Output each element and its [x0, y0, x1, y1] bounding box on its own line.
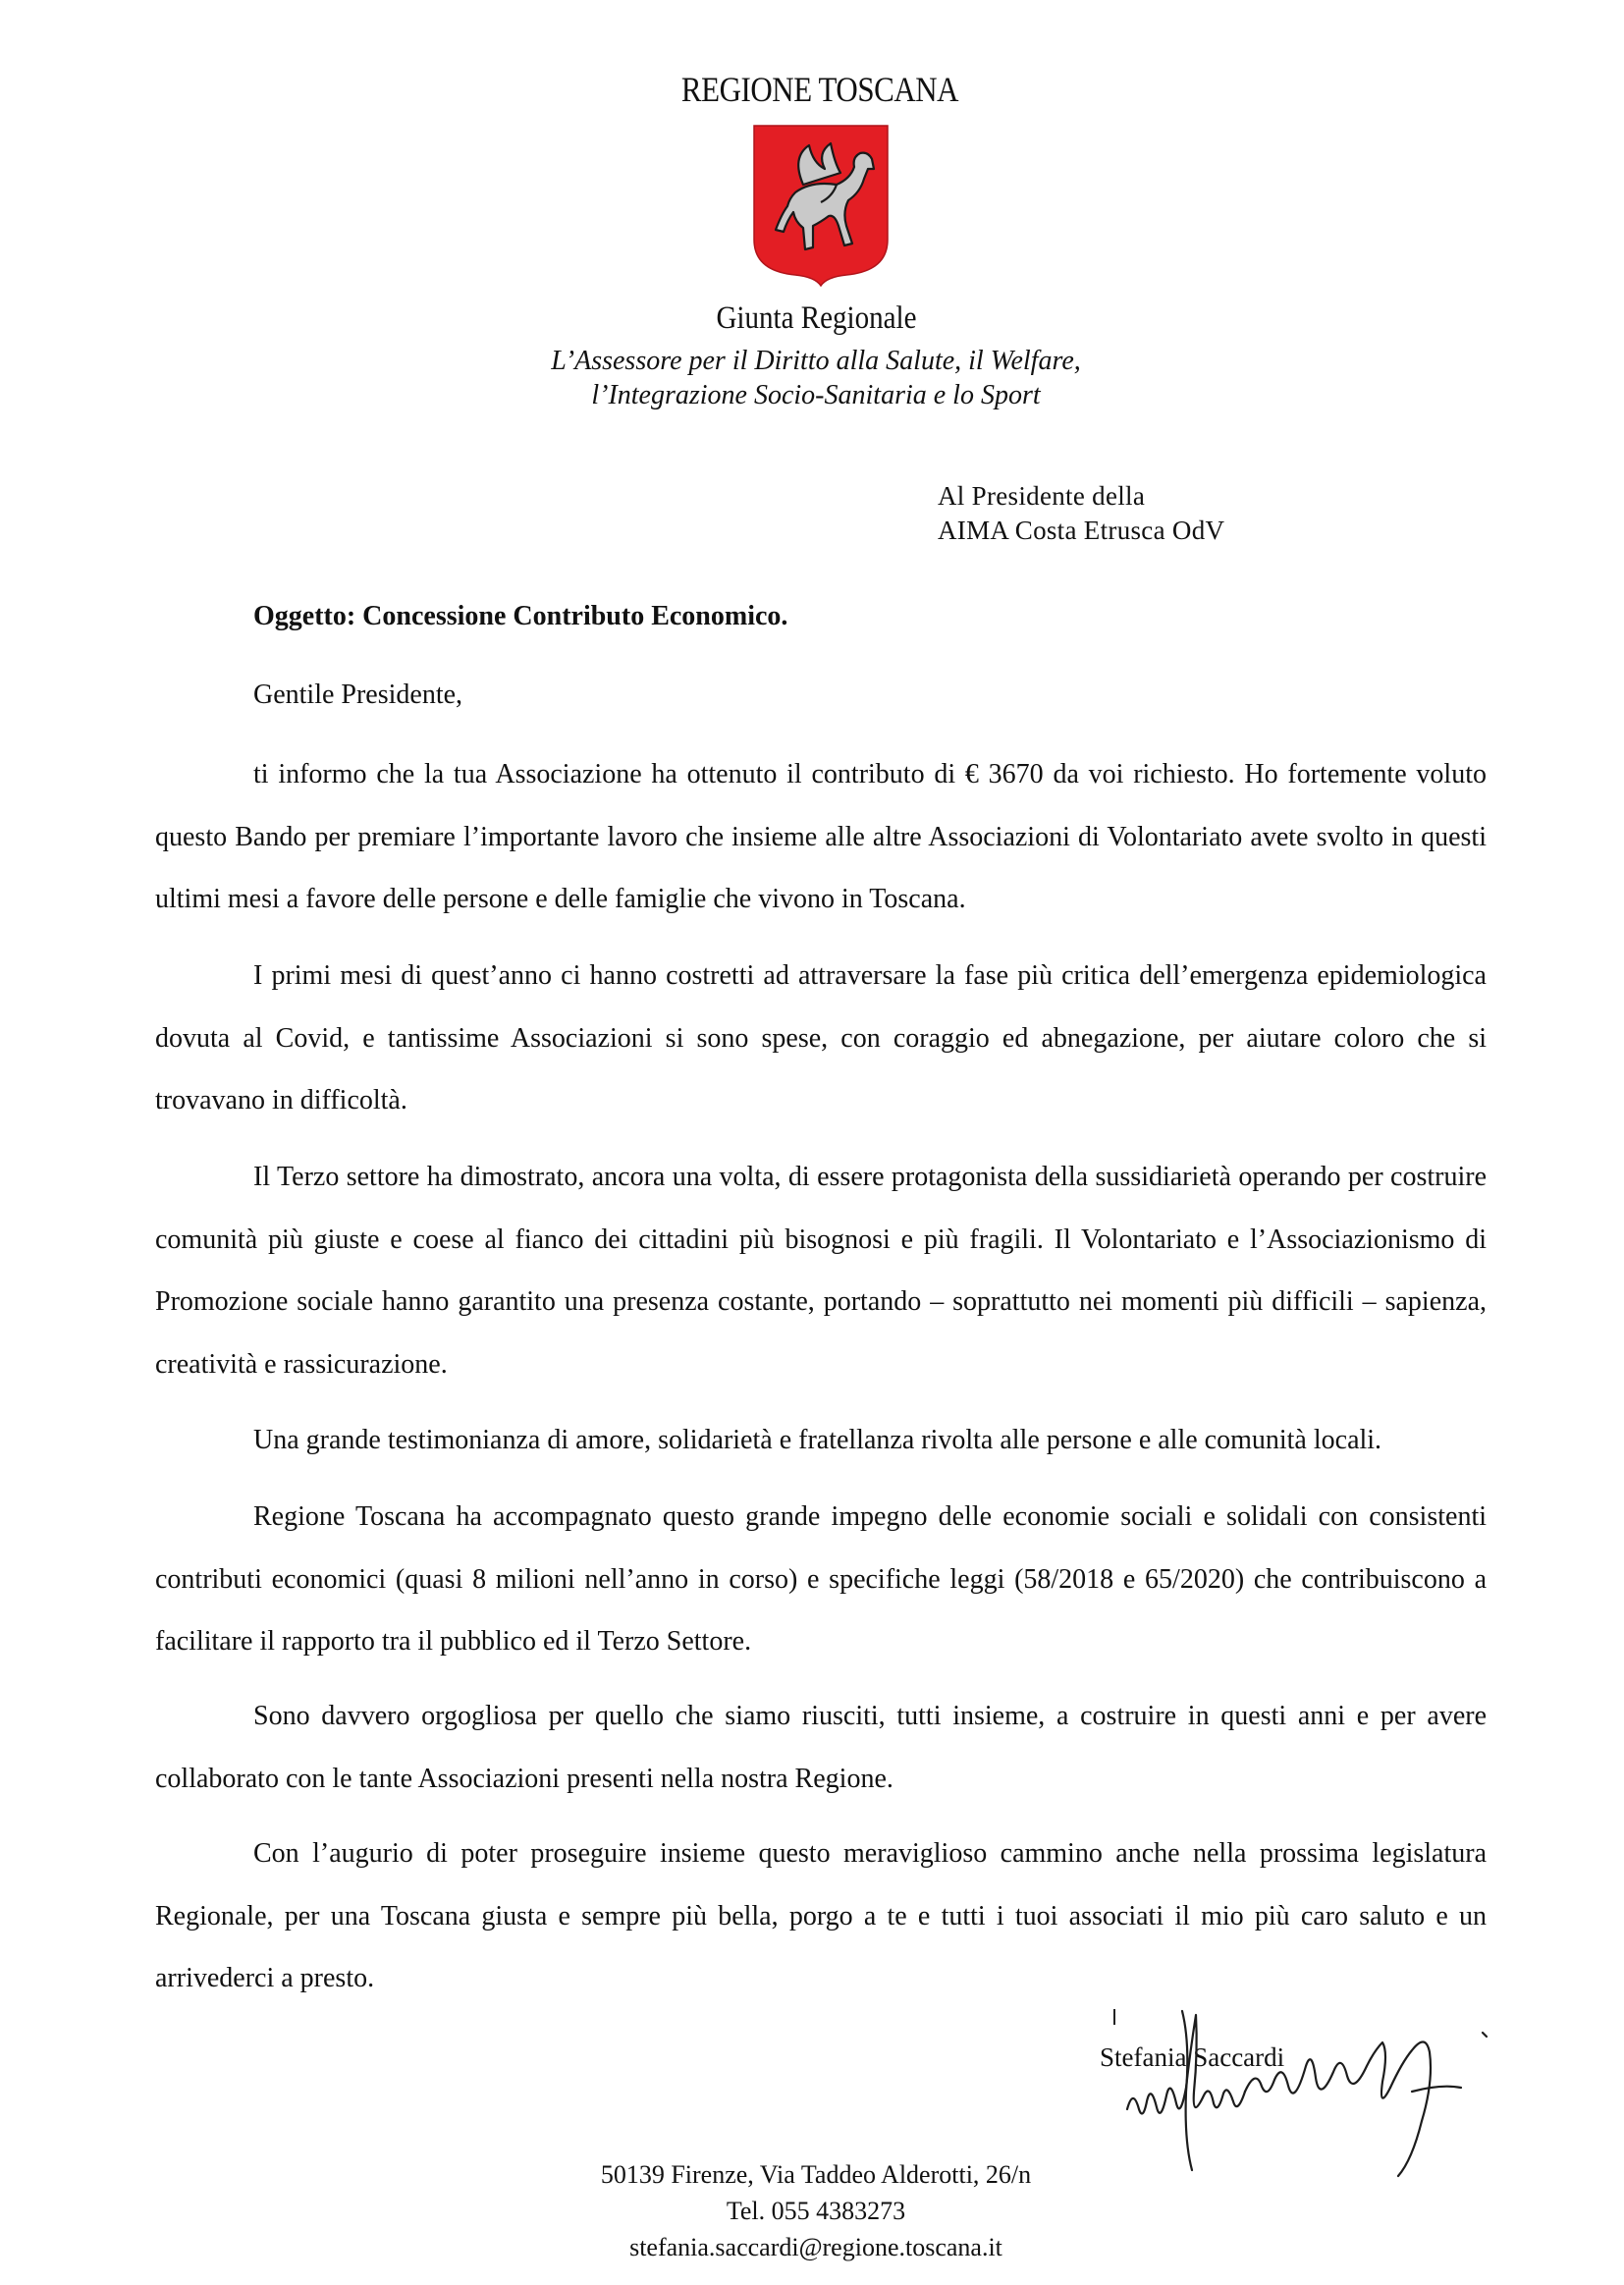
footer-phone: Tel. 055 4383273 [726, 2197, 906, 2225]
assessore-line-2: l’Integrazione Socio-Sanitaria e lo Sport [591, 380, 1041, 410]
assessore-line-1: L’Assessore per il Diritto alla Salute, il Welfare, [551, 346, 1081, 376]
body-paragraph-3: Il Terzo settore ha dimostrato, ancora una volta, di essere protagonista della sussidiarietà operando per costruire comunità più giuste e coese al fianco dei cittadini più bisognosi e più fragili. Il Volontariato e l’Associazionismo di Promozione sociale hanno garantito una presenza costante, portando – soprattutto nei momenti più difficili – sapienza, creatività e rassicurazione. [155, 1162, 1487, 1380]
body-paragraph-7: Con l’augurio di poter proseguire insieme questo meraviglioso cammino anche nella prossima legislatura Regionale, per una Toscana giusta e sempre più bella, porgo a te e tutti i tuoi associati il mio più caro saluto e un arrivederci a presto. [155, 1838, 1487, 1993]
body-paragraph-1: ti informo che la tua Associazione ha ottenuto il contributo di € 3670 da voi richiesto. Ho fortemente voluto questo Bando per premiare l’importante lavoro che insieme alle altre Associazioni di Volontariato avete svolto in questi ultimi mesi a favore delle persone e delle famiglie che vivono in Toscana. [155, 759, 1487, 914]
letter-greeting: Gentile Presidente, [253, 680, 463, 710]
footer-address: 50139 Firenze, Via Taddeo Alderotti, 26/n [600, 2160, 1032, 2189]
handwritten-signature [1088, 1993, 1520, 2180]
recipient-line-2: AIMA Costa Etrusca OdV [938, 516, 1225, 545]
recipient-block [938, 479, 1224, 548]
body-paragraph-4: Una grande testimonianza di amore, solidarietà e fratellanza rivolta alle persone e alle comunità locali. [253, 1425, 1382, 1455]
regione-toscana-emblem [752, 124, 890, 287]
signer-name: Stefania Saccardi [1100, 2042, 1285, 2072]
letterhead-org-name: REGIONE TOSCANA [680, 70, 959, 109]
body-paragraph-6: Sono davvero orgogliosa per quello che siamo riusciti, tutti insieme, a costruire in questi anni e per avere collaborato con le tante Associazioni presenti nella nostra Regione. [155, 1701, 1487, 1794]
letter-footer [0, 2156, 1624, 2265]
letter-subject: Oggetto: Concessione Contributo Economico. [253, 601, 788, 631]
letterhead-giunta: Giunta Regionale [716, 300, 917, 336]
footer-email: stefania.saccardi@regione.toscana.it [629, 2233, 1002, 2261]
letterhead-assessore [0, 344, 1624, 412]
body-paragraph-5: Regione Toscana ha accompagnato questo grande impegno delle economie sociali e solidali con consistenti contributi economici (quasi 8 milioni nell’anno in corso) e specifiche leggi (58/2018 e 65/2020) che contribuiscono a facilitare il rapporto tra il pubblico ed il Terzo Settore. [155, 1501, 1487, 1657]
body-paragraph-2: I primi mesi di quest’anno ci hanno costretti ad attraversare la fase più critica dell’emergenza epidemiologica dovuta al Covid, e tantissime Associazioni si sono spese, con coraggio ed abnegazione, per aiutare coloro che si trovavano in difficoltà. [155, 960, 1487, 1115]
recipient-line-1: Al Presidente della [938, 481, 1146, 511]
